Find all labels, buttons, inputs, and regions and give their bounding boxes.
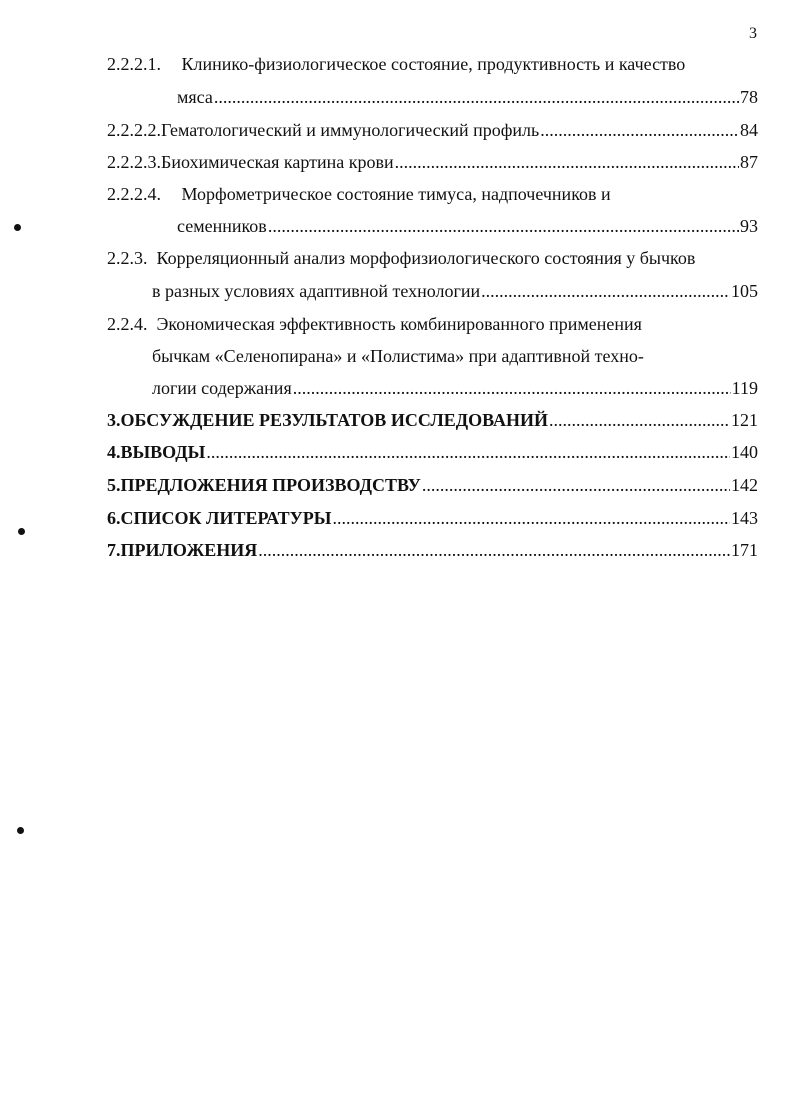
toc-title: ПРЕДЛОЖЕНИЯ ПРОИЗВОДСТВУ [120,475,421,495]
toc-entry-2-2-2-1-line2[interactable] [177,86,758,108]
toc-entry-2-2-2-1-line1 [107,53,747,75]
toc-title: Морфометрическое состояние тимуса, надпочечников и [181,184,611,204]
binding-hole-mark [17,827,24,834]
toc-page: 93 [740,216,758,236]
toc-number: 6. [107,508,121,528]
toc-title: Клинико-физиологическое состояние, продуктивность и качество [181,54,686,74]
toc-leader-dots [332,507,730,529]
toc-entry-2-2-2-2[interactable] [107,119,758,141]
toc-page: 171 [731,540,758,560]
toc-title: Экономическая эффективность комбинированного применения [156,314,642,334]
toc-number: 3. [107,410,121,430]
toc-title-continued: в разных условиях адаптивной технологии [152,281,481,301]
toc-entry-2-2-4-line3[interactable] [152,377,758,399]
toc-leader-dots [206,441,730,463]
toc-page: 105 [731,281,758,301]
toc-entry-2-2-3-line2[interactable] [152,280,758,302]
toc-leader-dots [395,151,739,173]
toc-page: 140 [731,442,758,462]
toc-entry-2-2-2-4-line2[interactable] [177,215,758,237]
toc-leader-dots [549,409,730,431]
toc-number: 5. [107,475,121,495]
toc-number: 2.2.2.3. [107,152,161,172]
toc-title-continued: логии содержания [152,378,292,398]
toc-leader-dots [293,377,731,399]
page-number: 3 [749,25,757,42]
toc-page: 121 [731,410,758,430]
toc-entry-2-2-3-line1 [107,247,747,269]
toc-leader-dots [258,539,730,561]
toc-entry-2-2-2-4-line1 [107,183,747,205]
toc-leader-dots [540,119,739,141]
toc-entry-4[interactable] [107,441,758,463]
toc-entry-2-2-2-3[interactable] [107,151,758,173]
toc-page: 119 [731,378,758,398]
toc-title: Гематологический и иммунологический профиль [161,120,540,140]
toc-title: ОБСУЖДЕНИЕ РЕЗУЛЬТАТОВ ИССЛЕДОВАНИЙ [120,410,549,430]
toc-entry-3[interactable] [107,409,758,431]
toc-number: 2.2.2.1. [107,54,161,74]
toc-entry-2-2-4-line1 [107,313,747,335]
toc-number: 2.2.4. [107,314,148,334]
toc-title: СПИСОК ЛИТЕРАТУРЫ [120,508,332,528]
toc-page: 143 [731,508,758,528]
toc-number: 2.2.2.4. [107,184,161,204]
toc-title-continued: мяса [177,87,213,107]
toc-number: 7. [107,540,121,560]
toc-leader-dots [422,474,730,496]
toc-number: 2.2.2.2. [107,120,161,140]
toc-page: 142 [731,475,758,495]
toc-title: ВЫВОДЫ [120,442,206,462]
toc-leader-dots [481,280,730,302]
binding-hole-mark [18,528,25,535]
toc-number: 4. [107,442,121,462]
toc-leader-dots [268,215,739,237]
toc-title-continued: бычкам «Селенопирана» и «Полистима» при адаптивной техно- [152,346,644,366]
toc-entry-6[interactable] [107,507,758,529]
toc-page: 84 [740,120,758,140]
binding-hole-mark [14,224,21,231]
toc-title: ПРИЛОЖЕНИЯ [120,540,258,560]
toc-page: 78 [740,87,758,107]
toc-leader-dots [214,86,739,108]
toc-number: 2.2.3. [107,248,148,268]
toc-entry-2-2-4-line2 [152,345,752,367]
toc-entry-7[interactable] [107,539,758,561]
toc-entry-5[interactable] [107,474,758,496]
toc-title: Корреляционный анализ морфофизиологического состояния у бычков [156,248,696,268]
toc-title-continued: семенников [177,216,267,236]
toc-page: 87 [740,152,758,172]
toc-title: Биохимическая картина крови [161,152,394,172]
